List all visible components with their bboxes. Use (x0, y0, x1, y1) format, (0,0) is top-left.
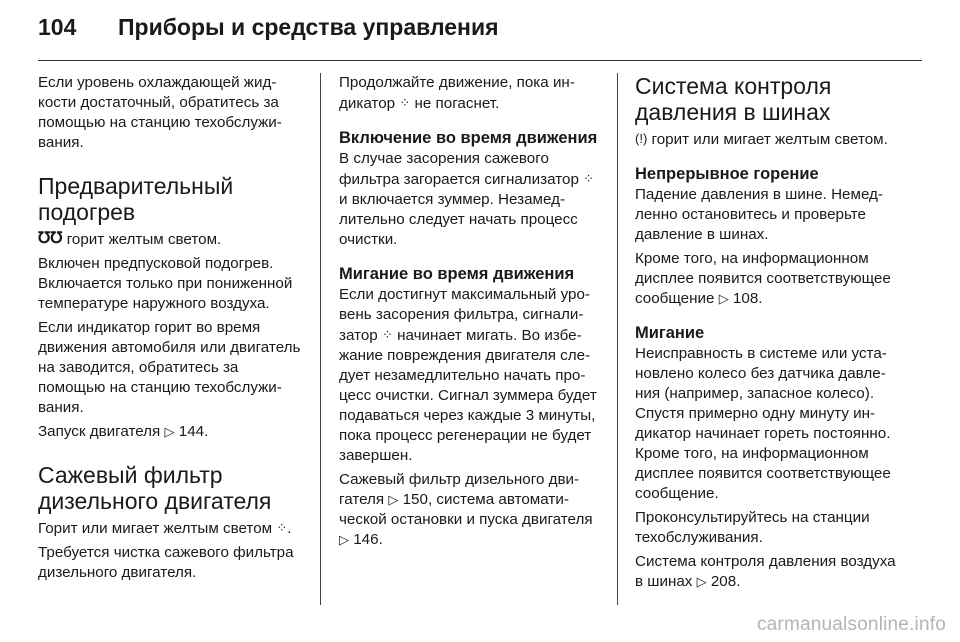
page-reference-arrow-icon: ▷ (696, 574, 707, 589)
heading-particulate-filter: Сажевый фильтр дизельного двигателя (38, 462, 272, 514)
preheat-coil-icon: ℧℧ (38, 230, 63, 247)
preheat-paragraph-1: Включен предпусковой подогрев. Включается только при пониженной температуре наружного воздуха. (38, 255, 293, 312)
heading-tire-pressure: Система контроля давления в шинах (635, 73, 832, 125)
filter-paragraph: Требуется чистка сажевого фильтра дизельного двигателя. (38, 544, 294, 581)
consult-paragraph: Проконсультируйтесь на станции техобслуживания. (635, 509, 870, 546)
page-reference[interactable]: 144. (178, 423, 209, 440)
page-number: 104 (38, 14, 77, 40)
engine-start-ref: Запуск двигателя ▷ 144. (38, 423, 209, 440)
preheat-indicator-line (38, 229, 304, 250)
preheat-paragraph-2: Если индикатор горит во время движения автомобиля или двигатель на заводится, обратитесь за помощью на станцию техобслуживания. (38, 319, 301, 416)
page-reference-arrow-icon: ▷ (339, 532, 349, 547)
heading-blink-while-driving: Мигание во время движения (339, 265, 575, 283)
header-rule (38, 60, 922, 61)
column-divider-2 (617, 73, 618, 605)
blinking-paragraph: Неисправность в системе или установлено колесо без датчика давления (например, запасное колесо). Спустя примерно одну минуту индикатор начинает гореть постоянно. Кроме того, на информационном дисплее появится соответствующее сообщение. (635, 345, 891, 502)
page-reference[interactable]: 146. (353, 531, 383, 548)
heading-on-while-driving: Включение во время движения (339, 129, 598, 147)
diesel-particulate-filter-icon: ⁘ (399, 95, 411, 110)
filter-indicator-line: Горит или мигает желтым светом ⁘. (38, 520, 292, 537)
page-reference[interactable]: 208. (710, 573, 741, 590)
diesel-particulate-filter-icon: ⁘ (382, 327, 393, 342)
heading-continuous: Непрерывное горение (635, 165, 819, 183)
tire-pressure-icon: (!) (635, 131, 648, 146)
page-reference-arrow-icon: ▷ (388, 492, 399, 507)
filter-references-paragraph: Сажевый фильтр дизельного двигателя ▷ 150, система автоматической остановки и пуска двигателя ▷ 146. (339, 471, 593, 548)
coolant-paragraph: Если уровень охлаждающей жидкости достаточный, обратитесь за помощью на станцию техобслуживания. (38, 74, 282, 151)
page-reference-arrow-icon: ▷ (718, 291, 729, 306)
column-3 (635, 73, 905, 596)
continue-driving-paragraph: Продолжайте движение, пока индикатор ⁘ не погаснет. (339, 74, 575, 112)
page-reference-arrow-icon: ▷ (164, 424, 175, 439)
diesel-particulate-filter-icon: ⁘ (583, 171, 595, 186)
page-header (38, 14, 499, 41)
on-while-driving-paragraph: В случае засорения сажевого фильтра загорается сигнализатор ⁘ и включается зуммер. Незамедлительно следует начать процесс очистки. (339, 150, 595, 248)
page-reference[interactable]: 108. (732, 290, 763, 307)
column-1 (38, 73, 304, 587)
page-title: Приборы и средства управления (118, 14, 499, 40)
preheat-indicator-text: горит желтым светом. (66, 231, 222, 248)
heading-blinking: Мигание (635, 324, 705, 342)
blink-while-driving-paragraph: Если достигнут максимальный уровень засорения фильтра, сигнализатор ⁘ начинает мигать. Во избежание повреждения двигателя следует незамедлительно начать процесс очистки. Сигнал зуммера будет подаваться через каждые 3 минуты, пока процесс регенерации не будет завершен. (339, 286, 597, 464)
column-divider-1 (320, 73, 321, 605)
footer-watermark: carmanualsonline.info (756, 614, 946, 635)
tpms-indicator-line: (!) горит или мигает желтым светом. (635, 131, 888, 148)
continuous-paragraph-2: Кроме того, на информационном дисплее появится соответствующее сообщение ▷ 108. (635, 250, 891, 307)
tpms-reference-paragraph: Система контроля давления воздуха в шинах ▷ 208. (635, 553, 896, 590)
continuous-paragraph-1: Падение давления в шине. Немедленно остановитесь и проверьте давление в шинах. (635, 186, 883, 243)
column-2 (339, 73, 605, 554)
heading-preheat: Предварительный подогрев (38, 173, 234, 225)
diesel-particulate-filter-icon: ⁘ (276, 520, 288, 535)
